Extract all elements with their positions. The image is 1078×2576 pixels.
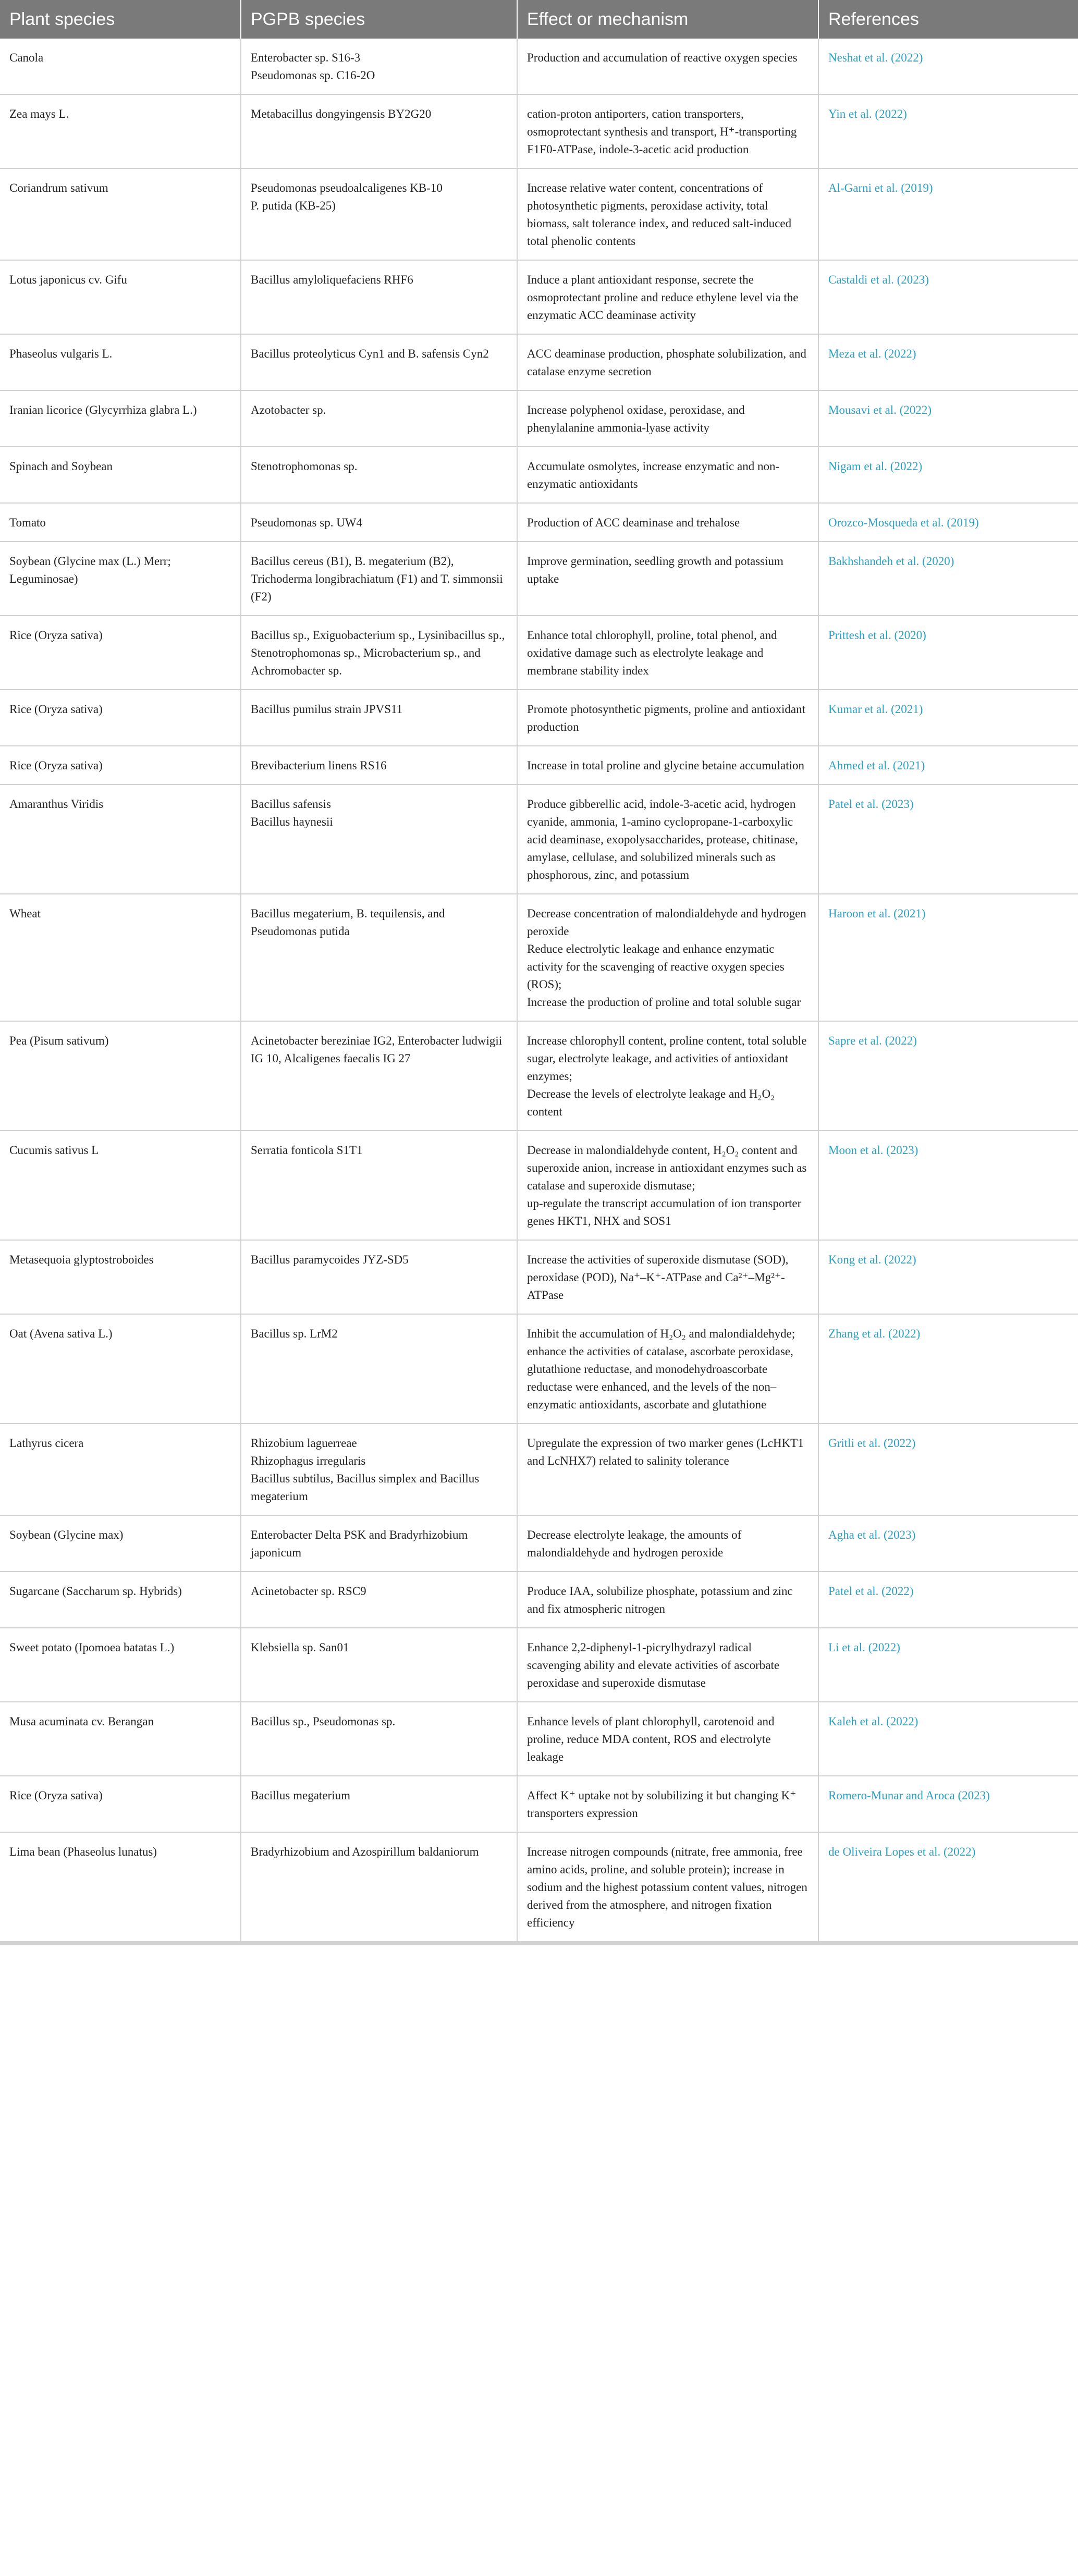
cell-effect-or-mechanism — [517, 1021, 818, 1131]
cell-pgpb-species: Bacillus proteolyticus Cyn1 and B. safensis Cyn2 — [241, 334, 517, 390]
table-row — [0, 1424, 1078, 1515]
cell-reference[interactable]: Gritli et al. (2022) — [818, 1424, 1078, 1515]
cell-plant-species: Spinach and Soybean — [0, 447, 241, 503]
cell-plant-species: Lotus japonicus cv. Gifu — [0, 260, 241, 334]
cell-reference[interactable]: Kumar et al. (2021) — [818, 690, 1078, 746]
cell-pgpb-species: Bacillus sp., Pseudomonas sp. — [241, 1702, 517, 1776]
cell-pgpb-species: Bacillus pumilus strain JPVS11 — [241, 690, 517, 746]
cell-plant-species: Rice (Oryza sativa) — [0, 746, 241, 784]
cell-reference[interactable]: Li et al. (2022) — [818, 1628, 1078, 1702]
cell-pgpb-species: Enterobacter Delta PSK and Bradyrhizobium japonicum — [241, 1515, 517, 1572]
cell-reference[interactable]: Kaleh et al. (2022) — [818, 1702, 1078, 1776]
table-row — [0, 447, 1078, 503]
cell-plant-species: Soybean (Glycine max) — [0, 1515, 241, 1572]
cell-pgpb-species — [241, 1424, 517, 1515]
header-row — [0, 0, 1078, 39]
cell-reference[interactable]: Sapre et al. (2022) — [818, 1021, 1078, 1131]
cell-effect-or-mechanism: Enhance total chlorophyll, proline, total phenol, and oxidative damage such as electrolyte leakage and membrane stability index — [517, 616, 818, 690]
table-row — [0, 1572, 1078, 1628]
cell-pgpb-species: Bacillus amyloliquefaciens RHF6 — [241, 260, 517, 334]
table-row — [0, 746, 1078, 784]
cell-effect-or-mechanism — [517, 894, 818, 1021]
cell-effect-or-mechanism: Affect K⁺ uptake not by solubilizing it but changing K⁺ transporters expression — [517, 1776, 818, 1832]
cell-reference[interactable]: Romero-Munar and Aroca (2023) — [818, 1776, 1078, 1832]
cell-reference[interactable]: Agha et al. (2023) — [818, 1515, 1078, 1572]
cell-reference[interactable]: Orozco-Mosqueda et al. (2019) — [818, 503, 1078, 542]
cell-plant-species: Canola — [0, 39, 241, 94]
cell-reference[interactable]: Patel et al. (2023) — [818, 784, 1078, 894]
cell-pgpb-species-line: Pseudomonas pseudoalcaligenes KB-10 — [251, 181, 443, 194]
cell-plant-species: Metasequoia glyptostroboides — [0, 1240, 241, 1314]
cell-reference[interactable]: Kong et al. (2022) — [818, 1240, 1078, 1314]
table-row — [0, 1314, 1078, 1424]
cell-pgpb-species: Brevibacterium linens RS16 — [241, 746, 517, 784]
cell-reference[interactable]: Castaldi et al. (2023) — [818, 260, 1078, 334]
cell-effect-or-mechanism: Production of ACC deaminase and trehalose — [517, 503, 818, 542]
table-bottom-rule — [0, 1942, 1078, 1945]
cell-reference[interactable]: Meza et al. (2022) — [818, 334, 1078, 390]
cell-pgpb-species: Bacillus cereus (B1), B. megaterium (B2), Trichoderma longibrachiatum (F1) and T. simmonsii (F2) — [241, 542, 517, 616]
table-row — [0, 894, 1078, 1021]
cell-reference[interactable]: Al-Garni et al. (2019) — [818, 168, 1078, 260]
table-row — [0, 168, 1078, 260]
cell-effect-or-mechanism-line: Increase the production of proline and total soluble sugar — [527, 996, 801, 1009]
cell-pgpb-species-line: P. putida (KB-25) — [251, 199, 336, 212]
cell-pgpb-species: Azotobacter sp. — [241, 390, 517, 447]
header-effect-or-mechanism: Effect or mechanism — [517, 0, 818, 39]
table-row — [0, 784, 1078, 894]
table-row — [0, 94, 1078, 168]
cell-effect-or-mechanism: Increase nitrogen compounds (nitrate, free ammonia, free amino acids, proline, and soluble protein); increase in sodium and the highest potassium content values, nitrogen derived from the atmosphere, and nitrogen fixation efficiency — [517, 1832, 818, 1942]
table-row — [0, 334, 1078, 390]
cell-effect-or-mechanism: Promote photosynthetic pigments, proline and antioxidant production — [517, 690, 818, 746]
cell-pgpb-species: Bacillus megaterium — [241, 1776, 517, 1832]
cell-reference[interactable]: Neshat et al. (2022) — [818, 39, 1078, 94]
cell-reference[interactable]: Yin et al. (2022) — [818, 94, 1078, 168]
cell-pgpb-species: Bradyrhizobium and Azospirillum baldaniorum — [241, 1832, 517, 1942]
cell-effect-or-mechanism: ACC deaminase production, phosphate solubilization, and catalase enzyme secretion — [517, 334, 818, 390]
cell-plant-species: Oat (Avena sativa L.) — [0, 1314, 241, 1424]
table-row — [0, 1702, 1078, 1776]
cell-effect-or-mechanism: Upregulate the expression of two marker genes (LcHKT1 and LcNHX7) related to salinity tolerance — [517, 1424, 818, 1515]
cell-pgpb-species: Serratia fonticola S1T1 — [241, 1131, 517, 1240]
cell-effect-or-mechanism: Accumulate osmolytes, increase enzymatic and non-enzymatic antioxidants — [517, 447, 818, 503]
table-header — [0, 0, 1078, 39]
table-row — [0, 1628, 1078, 1702]
cell-pgpb-species: Stenotrophomonas sp. — [241, 447, 517, 503]
cell-pgpb-species-line: Bacillus haynesii — [251, 815, 333, 828]
cell-pgpb-species: Acinetobacter bereziniae IG2, Enterobacter ludwigii IG 10, Alcaligenes faecalis IG 27 — [241, 1021, 517, 1131]
cell-pgpb-species: Bacillus paramycoides JYZ-SD5 — [241, 1240, 517, 1314]
cell-effect-or-mechanism: Improve germination, seedling growth and potassium uptake — [517, 542, 818, 616]
table-row — [0, 1131, 1078, 1240]
table-row — [0, 1515, 1078, 1572]
table-body — [0, 39, 1078, 1942]
cell-plant-species: Tomato — [0, 503, 241, 542]
cell-plant-species: Amaranthus Viridis — [0, 784, 241, 894]
cell-reference[interactable]: Prittesh et al. (2020) — [818, 616, 1078, 690]
cell-plant-species: Zea mays L. — [0, 94, 241, 168]
cell-effect-or-mechanism: Increase the activities of superoxide dismutase (SOD), peroxidase (POD), Na⁺–K⁺-ATPase and Ca²⁺–Mg²⁺-ATPase — [517, 1240, 818, 1314]
cell-reference[interactable]: Bakhshandeh et al. (2020) — [818, 542, 1078, 616]
cell-plant-species: Coriandrum sativum — [0, 168, 241, 260]
cell-pgpb-species-line: Bacillus safensis — [251, 798, 331, 811]
cell-plant-species: Phaseolus vulgaris L. — [0, 334, 241, 390]
cell-effect-or-mechanism: Inhibit the accumulation of H₂O₂ and malondialdehyde; enhance the activities of catalase, ascorbate peroxidase, glutathione reductase, and monodehydroascorbate reductase were enhanced, and the levels of the non–enzymatic antioxidants, ascorbate and glutathione — [517, 1314, 818, 1424]
cell-plant-species: Lathyrus cicera — [0, 1424, 241, 1515]
cell-pgpb-species: Klebsiella sp. San01 — [241, 1628, 517, 1702]
cell-pgpb-species — [241, 39, 517, 94]
header-pgpb-species: PGPB species — [241, 0, 517, 39]
cell-effect-or-mechanism-line: Decrease concentration of malondialdehyde and hydrogen peroxide — [527, 907, 806, 938]
cell-effect-or-mechanism: Increase relative water content, concentrations of photosynthetic pigments, peroxidase activity, total biomass, salt tolerance index, and reduced salt-induced total phenolic contents — [517, 168, 818, 260]
cell-plant-species: Sweet potato (Ipomoea batatas L.) — [0, 1628, 241, 1702]
table-row — [0, 1240, 1078, 1314]
cell-effect-or-mechanism — [517, 1131, 818, 1240]
cell-effect-or-mechanism-line: Decrease the levels of electrolyte leakage and H₂O₂ content — [527, 1087, 775, 1118]
cell-pgpb-species-line: Pseudomonas sp. C16-2O — [251, 69, 375, 82]
cell-plant-species: Musa acuminata cv. Berangan — [0, 1702, 241, 1776]
cell-plant-species: Lima bean (Phaseolus lunatus) — [0, 1832, 241, 1942]
cell-pgpb-species-line: Rhizobium laguerreae — [251, 1437, 357, 1450]
table-row — [0, 616, 1078, 690]
header-references: References — [818, 0, 1078, 39]
cell-reference[interactable]: Ahmed et al. (2021) — [818, 746, 1078, 784]
cell-effect-or-mechanism-line: Reduce electrolytic leakage and enhance enzymatic activity for the scavenging of reactive oxygen species (ROS); — [527, 942, 785, 991]
cell-reference[interactable]: Haroon et al. (2021) — [818, 894, 1078, 1021]
table-row — [0, 1021, 1078, 1131]
cell-effect-or-mechanism: Induce a plant antioxidant response, secrete the osmoprotectant proline and reduce ethylene level via the enzymatic ACC deaminase activity — [517, 260, 818, 334]
cell-plant-species: Rice (Oryza sativa) — [0, 690, 241, 746]
cell-reference[interactable]: Moon et al. (2023) — [818, 1131, 1078, 1240]
cell-plant-species: Cucumis sativus L — [0, 1131, 241, 1240]
cell-pgpb-species: Bacillus sp. LrM2 — [241, 1314, 517, 1424]
cell-plant-species: Sugarcane (Saccharum sp. Hybrids) — [0, 1572, 241, 1628]
cell-pgpb-species — [241, 784, 517, 894]
cell-effect-or-mechanism: Production and accumulation of reactive oxygen species — [517, 39, 818, 94]
table-row — [0, 503, 1078, 542]
cell-pgpb-species: Bacillus sp., Exiguobacterium sp., Lysinibacillus sp., Stenotrophomonas sp., Microbacterium sp., and Achromobacter sp. — [241, 616, 517, 690]
cell-pgpb-species: Acinetobacter sp. RSC9 — [241, 1572, 517, 1628]
table-row — [0, 39, 1078, 94]
table-row — [0, 1776, 1078, 1832]
cell-pgpb-species-line: Enterobacter sp. S16-3 — [251, 51, 361, 64]
header-plant-species: Plant species — [0, 0, 241, 39]
cell-reference[interactable]: Patel et al. (2022) — [818, 1572, 1078, 1628]
cell-pgpb-species-line: Bacillus subtilus, Bacillus simplex and Bacillus megaterium — [251, 1472, 480, 1503]
cell-effect-or-mechanism: Enhance 2,2-diphenyl-1-picrylhydrazyl radical scavenging ability and elevate activities of ascorbate peroxidase and superoxide dismutase — [517, 1628, 818, 1702]
table-row — [0, 690, 1078, 746]
table-row — [0, 390, 1078, 447]
cell-effect-or-mechanism: Enhance levels of plant chlorophyll, carotenoid and proline, reduce MDA content, ROS and electrolyte leakage — [517, 1702, 818, 1776]
cell-effect-or-mechanism: Decrease electrolyte leakage, the amounts of malondialdehyde and hydrogen peroxide — [517, 1515, 818, 1572]
cell-pgpb-species: Metabacillus dongyingensis BY2G20 — [241, 94, 517, 168]
cell-plant-species: Pea (Pisum sativum) — [0, 1021, 241, 1131]
cell-pgpb-species-line: Rhizophagus irregularis — [251, 1454, 366, 1467]
table-row — [0, 542, 1078, 616]
cell-pgpb-species — [241, 168, 517, 260]
table-row — [0, 1832, 1078, 1942]
cell-plant-species: Soybean (Glycine max (L.) Merr; Leguminosae) — [0, 542, 241, 616]
cell-reference[interactable]: de Oliveira Lopes et al. (2022) — [818, 1832, 1078, 1942]
cell-effect-or-mechanism: Produce gibberellic acid, indole-3-acetic acid, hydrogen cyanide, ammonia, 1-amino cyclopropane-1-carboxylic acid deaminase, exopolysaccharides, protease, chitinase, amylase, cellulase, and solubilized minerals such as phosphorous, zinc, and potassium — [517, 784, 818, 894]
cell-effect-or-mechanism-line: up-regulate the transcript accumulation of ion transporter genes HKT1, NHX and SOS1 — [527, 1197, 802, 1228]
cell-effect-or-mechanism-line: Decrease in malondialdehyde content, H₂O₂ content and superoxide anion, increase in antioxidant enzymes such as catalase and superoxide dismutase; — [527, 1144, 807, 1192]
cell-pgpb-species: Bacillus megaterium, B. tequilensis, and Pseudomonas putida — [241, 894, 517, 1021]
cell-effect-or-mechanism-line: Increase chlorophyll content, proline content, total soluble sugar, electrolyte leakage, and activities of antioxidant enzymes; — [527, 1034, 807, 1083]
cell-reference[interactable]: Zhang et al. (2022) — [818, 1314, 1078, 1424]
cell-effect-or-mechanism: Increase polyphenol oxidase, peroxidase, and phenylalanine ammonia-lyase activity — [517, 390, 818, 447]
cell-effect-or-mechanism: cation-proton antiporters, cation transporters, osmoprotectant synthesis and transport, H⁺-transporting F1F0-ATPase, indole-3-acetic acid production — [517, 94, 818, 168]
cell-plant-species: Rice (Oryza sativa) — [0, 1776, 241, 1832]
table-row — [0, 260, 1078, 334]
cell-plant-species: Wheat — [0, 894, 241, 1021]
cell-reference[interactable]: Mousavi et al. (2022) — [818, 390, 1078, 447]
cell-plant-species: Iranian licorice (Glycyrrhiza glabra L.) — [0, 390, 241, 447]
cell-pgpb-species: Pseudomonas sp. UW4 — [241, 503, 517, 542]
cell-plant-species: Rice (Oryza sativa) — [0, 616, 241, 690]
cell-effect-or-mechanism: Increase in total proline and glycine betaine accumulation — [517, 746, 818, 784]
cell-reference[interactable]: Nigam et al. (2022) — [818, 447, 1078, 503]
cell-effect-or-mechanism: Produce IAA, solubilize phosphate, potassium and zinc and fix atmospheric nitrogen — [517, 1572, 818, 1628]
